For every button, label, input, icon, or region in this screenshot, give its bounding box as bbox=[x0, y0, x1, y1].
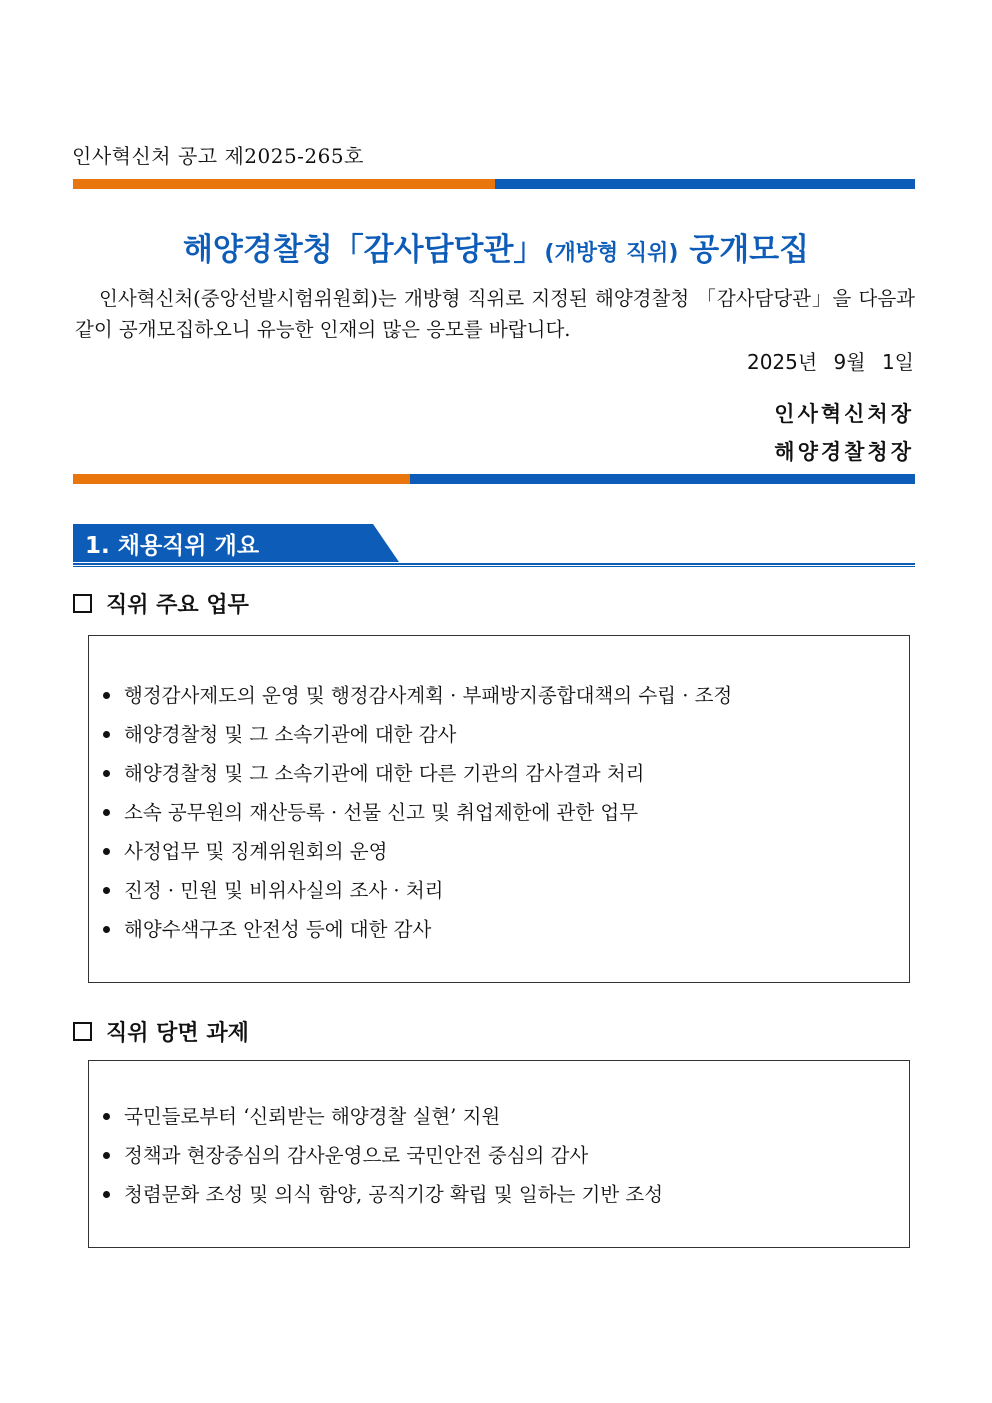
list-item bbox=[103, 910, 909, 949]
intro-paragraph bbox=[75, 283, 915, 345]
notice-number: 인사혁신처 공고 제2025-265호 bbox=[72, 144, 364, 168]
duty-text: 해양수색구조 안전성 등에 대한 감사 bbox=[124, 918, 432, 941]
signer-mpm: 인사혁신처장 bbox=[774, 402, 914, 426]
bullet-icon bbox=[103, 1113, 110, 1120]
notice-date: 2025년 9월 1일 bbox=[746, 350, 914, 374]
section-1-title: 1. 채용직위 개요 bbox=[85, 533, 260, 559]
duty-text: 해양경찰청 및 그 소속기관에 대한 감사 bbox=[124, 723, 457, 746]
duties-panel bbox=[88, 635, 910, 983]
header-divider bbox=[73, 179, 915, 189]
bullet-icon bbox=[103, 770, 110, 777]
list-item bbox=[103, 1097, 909, 1136]
tasks-heading bbox=[73, 1016, 249, 1047]
duty-text: 사정업무 및 징계위원회의 운영 bbox=[124, 840, 388, 863]
title-qualifier: (개방형 직위) bbox=[544, 241, 679, 266]
list-item bbox=[103, 754, 909, 793]
checkbox-square-icon bbox=[73, 594, 92, 613]
task-text: 청렴문화 조성 및 의식 함양, 공직기강 확립 및 일하는 기반 조성 bbox=[124, 1183, 664, 1206]
signer-kcg: 해양경찰청장 bbox=[774, 440, 914, 464]
list-item bbox=[103, 871, 909, 910]
list-item bbox=[103, 715, 909, 754]
list-item bbox=[103, 1136, 909, 1175]
intro-text: 인사혁신처(중앙선발시험위원회)는 개방형 직위로 지정된 해양경찰청 「감사담당관」을 다음과 같이 공개모집하오니 유능한 인재의 많은 응모를 바랍니다. bbox=[75, 287, 915, 341]
list-item bbox=[103, 793, 909, 832]
title-suffix: 공개모집 bbox=[678, 232, 810, 268]
document-title bbox=[0, 224, 992, 269]
bullet-icon bbox=[103, 692, 110, 699]
bullet-icon bbox=[103, 926, 110, 933]
bullet-icon bbox=[103, 887, 110, 894]
bullet-icon bbox=[103, 809, 110, 816]
duties-heading bbox=[73, 588, 249, 619]
tasks-panel bbox=[88, 1060, 910, 1248]
bullet-icon bbox=[103, 848, 110, 855]
duty-text: 진정 · 민원 및 비위사실의 조사 · 처리 bbox=[124, 879, 444, 902]
section-1-header bbox=[73, 524, 915, 568]
signature-divider bbox=[73, 474, 915, 484]
list-item bbox=[103, 832, 909, 871]
bullet-icon bbox=[103, 1191, 110, 1198]
bullet-icon bbox=[103, 1152, 110, 1159]
tasks-heading-label: 직위 당면 과제 bbox=[106, 1021, 249, 1046]
task-text: 정책과 현장중심의 감사운영으로 국민안전 중심의 감사 bbox=[124, 1144, 589, 1167]
list-item bbox=[103, 1175, 909, 1214]
duty-text: 행정감사제도의 운영 및 행정감사계획 · 부패방지종합대책의 수립 · 조정 bbox=[124, 684, 733, 707]
duty-text: 해양경찰청 및 그 소속기관에 대한 다른 기관의 감사결과 처리 bbox=[124, 762, 645, 785]
list-item bbox=[103, 676, 909, 715]
bullet-icon bbox=[103, 731, 110, 738]
checkbox-square-icon bbox=[73, 1022, 92, 1041]
duties-list bbox=[89, 676, 909, 949]
title-main: 해양경찰청「감사담당관」 bbox=[182, 232, 545, 268]
task-text: 국민들로부터 ‘신뢰받는 해양경찰 실현’ 지원 bbox=[124, 1105, 501, 1128]
duty-text: 소속 공무원의 재산등록 · 선물 신고 및 취업제한에 관한 업무 bbox=[124, 801, 639, 824]
tasks-list bbox=[89, 1097, 909, 1214]
duties-heading-label: 직위 주요 업무 bbox=[106, 593, 249, 618]
